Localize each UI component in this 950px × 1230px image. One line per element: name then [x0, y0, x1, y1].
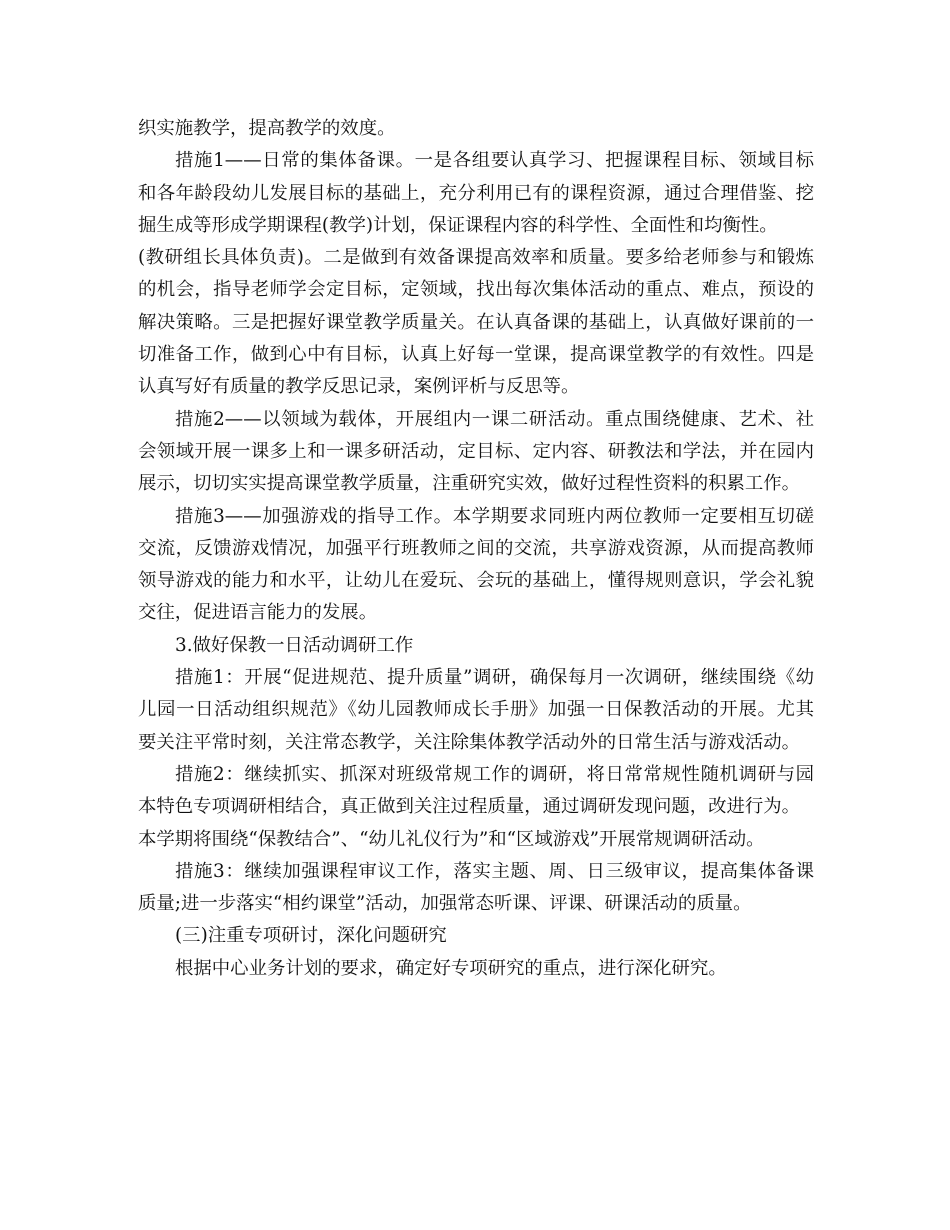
text-line: 措施3：继续加强课程审议工作，落实主题、周、日三级审议，提高集体备课	[175, 860, 814, 882]
text-line: 交往，促进语言能力的发展。	[138, 602, 378, 624]
text-line: 交流，反馈游戏情况，加强平行班教师之间的交流，共享游戏资源，从而提高教师	[138, 537, 814, 559]
text-line: 本学期将围绕“保教结合”、“幼儿礼仪行为”和“区域游戏”开展常规调研活动。	[138, 828, 765, 850]
text-line: 和各年龄段幼儿发展目标的基础上，充分利用已有的课程资源，通过合理借鉴、挖	[138, 182, 814, 204]
text-line: 掘生成等形成学期课程(教学)计划，保证课程内容的科学性、全面性和均衡性。	[138, 214, 778, 236]
text-line: 措施3——加强游戏的指导工作。本学期要求同班内两位教师一定要相互切磋	[175, 505, 814, 527]
text-line: 质量;进一步落实“相约课堂”活动，加强常态听课、评课、研课活动的质量。	[138, 893, 752, 915]
text-line: 3.做好保教一日活动调研工作	[175, 634, 414, 656]
text-line: 领导游戏的能力和水平，让幼儿在爱玩、会玩的基础上，懂得规则意识，学会礼貌	[138, 570, 814, 592]
text-line: 措施1——日常的集体备课。一是各组要认真学习、把握课程目标、领域目标	[175, 150, 814, 172]
text-line: 根据中心业务计划的要求，确定好专项研究的重点，进行深化研究。	[175, 957, 727, 979]
text-line: 的机会，指导老师学会定目标，定领域，找出每次集体活动的重点、难点，预设的	[138, 279, 814, 301]
text-line: 认真写好有质量的教学反思记录，案例评析与反思等。	[138, 376, 580, 398]
text-line: 措施1：开展“促进规范、提升质量”调研，确保每月一次调研，继续围绕《幼	[175, 667, 814, 689]
text-line: 会领域开展一课多上和一课多研活动，定目标、定内容、研教法和学法，并在园内	[138, 440, 814, 462]
text-line: 织实施教学，提高教学的效度。	[138, 118, 396, 139]
text-line: 解决策略。三是把握好课堂教学质量关。在认真备课的基础上，认真做好课前的一	[138, 311, 814, 333]
text-line: 儿园一日活动组织规范》《幼儿园教师成长手册》加强一日保教活动的开展。尤其	[138, 699, 814, 721]
text-line: (三)注重专项研讨，深化问题研究	[175, 925, 447, 947]
text-line: 要关注平常时刻，关注常态教学，关注除集体教学活动外的日常生活与游戏活动。	[138, 731, 801, 753]
text-line: 措施2：继续抓实、抓深对班级常规工作的调研，将日常常规性随机调研与园	[175, 763, 814, 785]
text-line: (教研组长具体负责)。二是做到有效备课提高效率和质量。要多给老师参与和锻炼	[138, 247, 814, 269]
document-body	[138, 113, 814, 985]
text-line: 展示，切切实实提高课堂教学质量，注重研究实效，做好过程性资料的积累工作。	[138, 473, 801, 495]
text-line: 措施2——以领域为载体，开展组内一课二研活动。重点围绕健康、艺术、社	[175, 408, 814, 430]
text-line: 本特色专项调研相结合，真正做到关注过程质量，通过调研发现问题，改进行为。	[138, 796, 801, 818]
text-line: 切准备工作，做到心中有目标，认真上好每一堂课，提高课堂教学的有效性。四是	[138, 344, 814, 366]
